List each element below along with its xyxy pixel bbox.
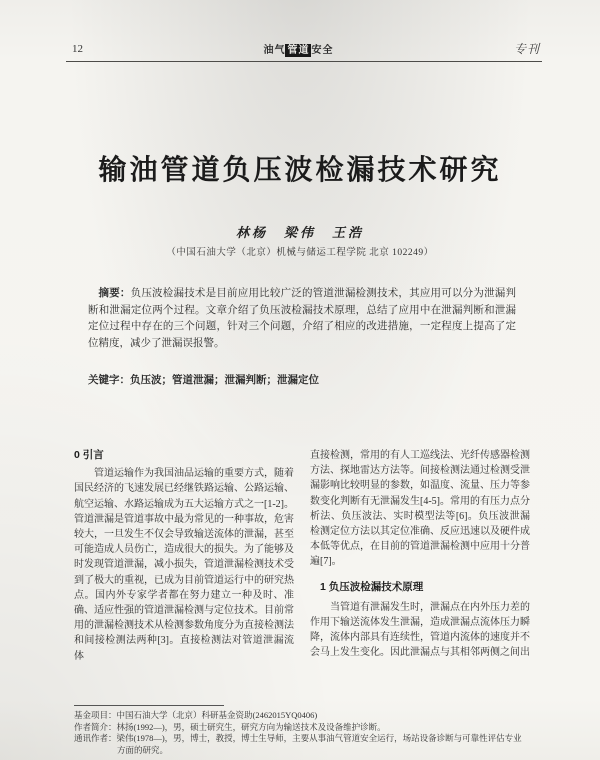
article-title: 输油管道负压波检漏技术研究 (98, 154, 502, 185)
abstract-text: 负压波检漏技术是目前应用比较广泛的管道泄漏检测技术，其应用可以分为泄漏判断和泄漏定位两个过程。文章介绍了负压波检漏技术原理，总结了应用中在泄漏判断和泄漏定位过程中存在的三个问题，针对三个问题，介绍了相应的改进措施，一定程度上提高了定位精度，减少了泄漏误报警。 (88, 288, 517, 349)
abstract-label: 摘要： (98, 288, 131, 299)
section-heading-principle: 1 负压波检漏技术原理 (320, 580, 424, 593)
footer-block (74, 705, 530, 756)
section-heading-intro: 0 引言 (74, 449, 104, 461)
abstract-block (88, 286, 516, 352)
right-column (310, 448, 530, 664)
journal-name (263, 41, 333, 56)
footnote-rule (74, 705, 224, 706)
page-number: 12 (72, 42, 83, 55)
fund-note: 基金项目：中国石油大学（北京）科研基金资助(2462015YQ0406) (74, 710, 318, 720)
intro-paragraph: 管道运输作为我国油品运输的重要方式，随着国民经济的飞速发展已经继铁路运输、公路运输、航空运输、水路运输成为五大运输方式之一[1-2]。管道泄漏是管道事故中最为常见的一种事故，危害较大，一旦发生不仅会导致输送流体的泄漏，甚至可能造成人员伤亡，造成很大的损失。为了能够及时发现管道泄漏，减小损失，管道泄漏检测技术受到了极大的重视，已成为目前管道运行中的研究热点。国内外专家学者都在努力建立一种及时、准确、适应性强的管道泄漏检测与定位技术。目前常用的泄漏检测技术从检测参数角度分为直接检测法和间接检测法两种[3]。直接检测法对管道泄漏流体 (74, 468, 294, 662)
keywords-label: 关键字： (88, 375, 130, 386)
body-columns (74, 448, 530, 664)
principle-paragraph: 当管道有泄漏发生时，泄漏点在内外压力差的作用下输送流体发生泄漏，造成泄漏点流体压力瞬降，流体内部具有连续性，管道内流体的速度并不会马上发生变化。因此泄漏点与其相邻两侧之间出 (310, 601, 530, 659)
page-header (72, 40, 540, 57)
continuation-paragraph: 直接检测，常用的有人工巡线法、光纤传感器检测方法、探地雷达方法等。间接检测法通过检测受泄漏影响比较明显的参数，如温度、流量、压力等参数变化判断有无泄漏发生[4-5]。常用的有压力点分析法、负压波法、实时模型法等[6]。负压波泄漏检测定位方法以其定位准确、反应迅速以及硬件成本低等优点，在目前的管道泄漏检测中应用十分普遍[7]。 (310, 450, 530, 568)
left-column (74, 448, 294, 664)
header-rule (66, 61, 542, 62)
authors-line: 林杨 梁伟 王浩 (235, 225, 364, 240)
author-bio-note: 作者简介：林扬(1992—)，男，硕士研究生，研究方向为输送技术及设备维护诊断。 (74, 721, 386, 732)
journal-name-part3: 安全 (311, 45, 334, 56)
keywords-text: 负压波；管道泄漏；泄漏判断；泄漏定位 (130, 375, 319, 386)
corresponding-author-note: 通讯作者：梁伟(1978—)，男，博士，教授，博士生导师，主要从事油气管道安全运行，场站设备诊断与可靠性评估专业方面的研究。 (74, 733, 522, 755)
keywords-block (88, 372, 516, 387)
affiliation-line: （中国石油大学（北京）机械与储运工程学院 北京 102249） (166, 248, 434, 258)
journal-name-highlight: 管道 (287, 45, 310, 56)
journal-name-part1: 油气 (263, 45, 286, 56)
issue-label: 专刊 (513, 42, 540, 56)
